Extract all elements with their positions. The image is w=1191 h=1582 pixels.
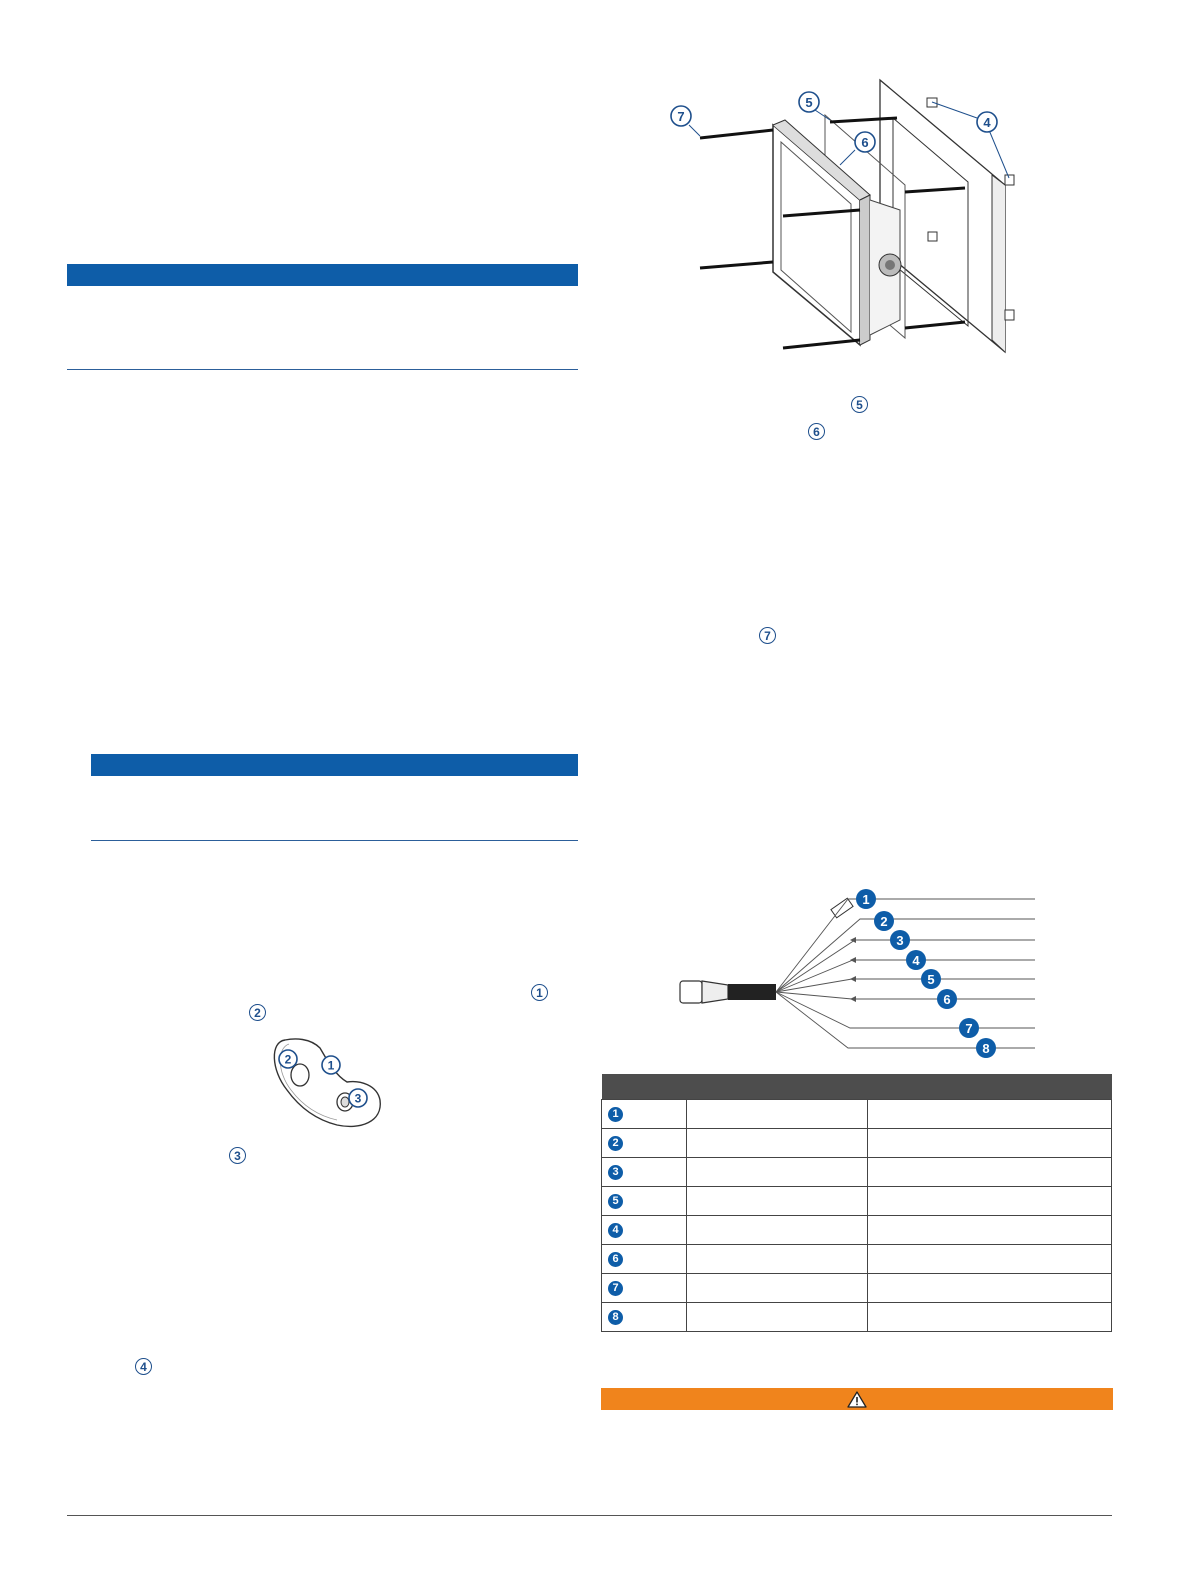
table-row [602,1245,1112,1274]
svg-text:6: 6 [943,992,951,1007]
item-number-badge: 6 [608,1252,623,1267]
notice-bottom-rule-2 [91,840,578,841]
svg-text:4: 4 [912,953,920,968]
svg-text:8: 8 [982,1041,990,1056]
cable-callout-8 [976,1038,996,1058]
item-number-badge: 3 [608,1165,623,1180]
svg-text:5: 5 [927,972,935,987]
warning-triangle-icon [847,1391,867,1408]
cable-callout-6 [937,989,957,1009]
power-cable-diagram [670,885,1040,1065]
cable-callout-2 [874,911,894,931]
flush-mount-diagram [665,70,1045,370]
header-cell [868,1074,1112,1100]
callout-5: 5 [851,396,868,413]
warning-header-bar [601,1388,1113,1410]
bracket-callout-2-label: 2 [284,1052,292,1067]
table-row [602,1187,1112,1216]
svg-text:7: 7 [965,1021,973,1036]
notice-bottom-rule [67,369,578,370]
diagram-callout-7-label: 7 [677,109,685,124]
callout-6: 6 [808,423,825,440]
callout-1: 1 [531,984,548,1001]
callout-7: 7 [759,627,776,644]
notice-header-bar [67,264,578,286]
item-number-badge: 4 [608,1223,623,1238]
callout-4: 4 [135,1358,152,1375]
mounting-bracket-diagram [265,1030,395,1140]
diagram-callout-5-label: 5 [805,95,813,110]
header-cell [687,1074,868,1100]
table-row [602,1274,1112,1303]
notice-header-bar-2 [91,754,578,776]
header-cell [602,1074,687,1100]
cable-callout-7 [959,1018,979,1038]
bracket-callout-3-label: 3 [354,1091,362,1106]
cable-callout-4 [906,950,926,970]
svg-text:2: 2 [880,914,888,929]
item-number-badge: 1 [608,1107,623,1122]
callout-3: 3 [229,1147,246,1164]
footer-rule [67,1515,1112,1516]
bracket-callout-1-label: 1 [327,1058,335,1073]
svg-text:1: 1 [862,892,870,907]
table-row [602,1216,1112,1245]
item-number-badge: 7 [608,1281,623,1296]
cable-callout-1 [856,889,876,909]
item-number-badge: 2 [608,1136,623,1151]
item-number-badge: 5 [608,1194,623,1209]
cable-callout-5 [921,969,941,989]
diagram-callout-4-label: 4 [983,115,991,130]
table-row [602,1129,1112,1158]
item-number-badge: 8 [608,1310,623,1325]
callout-2: 2 [249,1004,266,1021]
table-row [602,1100,1112,1129]
wiring-table-header [602,1074,1112,1100]
table-row [602,1158,1112,1187]
svg-text:3: 3 [896,933,904,948]
wiring-table [601,1074,1112,1332]
table-row [602,1303,1112,1332]
diagram-callout-6-label: 6 [861,135,869,150]
cable-callout-3 [890,930,910,950]
